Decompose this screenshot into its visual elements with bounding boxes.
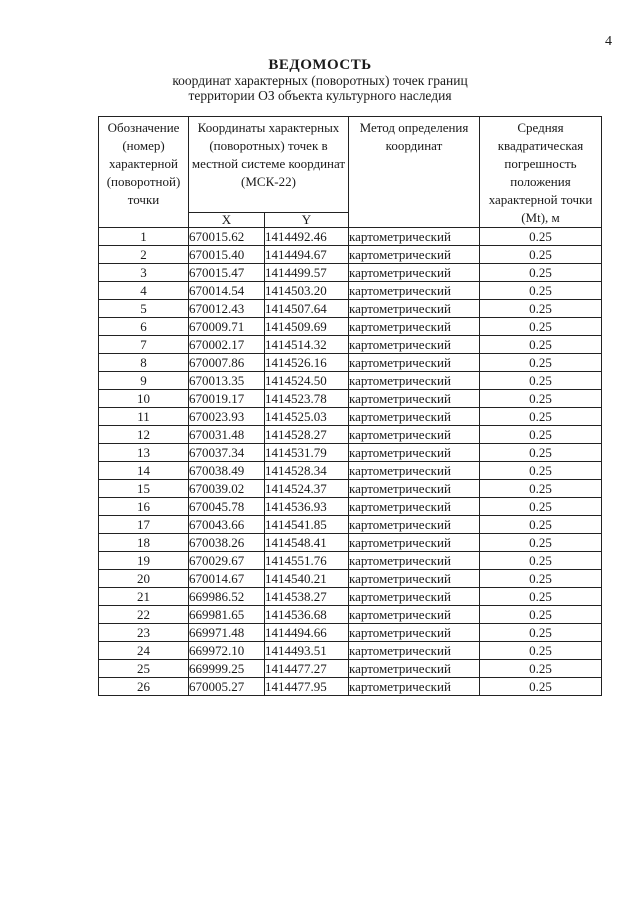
- cell-error: 0.25: [480, 498, 602, 516]
- cell-error: 0.25: [480, 588, 602, 606]
- page-number: 4: [605, 34, 612, 49]
- cell-point-number: 5: [99, 300, 189, 318]
- cell-method: картометрический: [349, 300, 480, 318]
- cell-x: 670012.43: [189, 300, 265, 318]
- document-title: ВЕДОМОСТЬ: [268, 57, 372, 73]
- cell-method: картометрический: [349, 426, 480, 444]
- table-row: [99, 552, 602, 570]
- cell-method: картометрический: [349, 498, 480, 516]
- cell-method: картометрический: [349, 678, 480, 696]
- cell-method: картометрический: [349, 354, 480, 372]
- cell-y: 1414499.57: [265, 264, 349, 282]
- cell-x: 670014.67: [189, 570, 265, 588]
- cell-error: 0.25: [480, 390, 602, 408]
- cell-y: 1414528.34: [265, 462, 349, 480]
- cell-x: 669972.10: [189, 642, 265, 660]
- cell-y: 1414538.27: [265, 588, 349, 606]
- table-row: [99, 534, 602, 552]
- table-body: [99, 228, 602, 696]
- cell-error: 0.25: [480, 318, 602, 336]
- table-row: [99, 516, 602, 534]
- cell-error: 0.25: [480, 624, 602, 642]
- table-row: [99, 390, 602, 408]
- cell-error: 0.25: [480, 534, 602, 552]
- cell-method: картометрический: [349, 246, 480, 264]
- header-coordinates: Координаты характерных (поворотных) точек в местной системе координат (МСК-22): [189, 117, 349, 213]
- cell-point-number: 10: [99, 390, 189, 408]
- cell-x: 670015.62: [189, 228, 265, 246]
- cell-error: 0.25: [480, 408, 602, 426]
- cell-x: 670039.02: [189, 480, 265, 498]
- cell-x: 670015.47: [189, 264, 265, 282]
- cell-y: 1414493.51: [265, 642, 349, 660]
- cell-y: 1414540.21: [265, 570, 349, 588]
- cell-error: 0.25: [480, 552, 602, 570]
- cell-y: 1414536.68: [265, 606, 349, 624]
- cell-point-number: 11: [99, 408, 189, 426]
- cell-error: 0.25: [480, 462, 602, 480]
- cell-error: 0.25: [480, 354, 602, 372]
- cell-x: 670002.17: [189, 336, 265, 354]
- cell-x: 670043.66: [189, 516, 265, 534]
- cell-error: 0.25: [480, 228, 602, 246]
- cell-y: 1414524.50: [265, 372, 349, 390]
- cell-error: 0.25: [480, 336, 602, 354]
- cell-y: 1414531.79: [265, 444, 349, 462]
- cell-point-number: 13: [99, 444, 189, 462]
- table-row: [99, 462, 602, 480]
- cell-error: 0.25: [480, 372, 602, 390]
- cell-method: картометрический: [349, 264, 480, 282]
- header-point: Обозначение (номер) характерной (поворотной) точки: [99, 117, 189, 228]
- cell-y: 1414524.37: [265, 480, 349, 498]
- cell-x: 670007.86: [189, 354, 265, 372]
- cell-y: 1414528.27: [265, 426, 349, 444]
- table-row: [99, 660, 602, 678]
- cell-point-number: 12: [99, 426, 189, 444]
- cell-point-number: 20: [99, 570, 189, 588]
- table-row: [99, 246, 602, 264]
- cell-error: 0.25: [480, 570, 602, 588]
- header-y: Y: [265, 212, 349, 227]
- cell-y: 1414494.67: [265, 246, 349, 264]
- table-row: [99, 498, 602, 516]
- cell-method: картометрический: [349, 570, 480, 588]
- cell-method: картометрический: [349, 642, 480, 660]
- cell-x: 670009.71: [189, 318, 265, 336]
- cell-error: 0.25: [480, 444, 602, 462]
- cell-x: 670029.67: [189, 552, 265, 570]
- cell-point-number: 22: [99, 606, 189, 624]
- cell-y: 1414477.27: [265, 660, 349, 678]
- table-row: [99, 480, 602, 498]
- table-row: [99, 354, 602, 372]
- cell-error: 0.25: [480, 246, 602, 264]
- table-row: [99, 300, 602, 318]
- table-row: [99, 570, 602, 588]
- cell-method: картометрический: [349, 372, 480, 390]
- table-row: [99, 282, 602, 300]
- document-subtitle-line-2: территории ОЗ объекта культурного наследия: [188, 88, 452, 103]
- cell-error: 0.25: [480, 660, 602, 678]
- cell-x: 670014.54: [189, 282, 265, 300]
- cell-point-number: 8: [99, 354, 189, 372]
- cell-error: 0.25: [480, 264, 602, 282]
- table-row: [99, 372, 602, 390]
- cell-error: 0.25: [480, 642, 602, 660]
- cell-y: 1414477.95: [265, 678, 349, 696]
- cell-point-number: 16: [99, 498, 189, 516]
- cell-y: 1414548.41: [265, 534, 349, 552]
- cell-y: 1414523.78: [265, 390, 349, 408]
- cell-x: 669971.48: [189, 624, 265, 642]
- document-heading: [0, 58, 640, 103]
- cell-x: 670005.27: [189, 678, 265, 696]
- cell-method: картометрический: [349, 444, 480, 462]
- cell-point-number: 6: [99, 318, 189, 336]
- table-row: [99, 408, 602, 426]
- cell-point-number: 2: [99, 246, 189, 264]
- cell-y: 1414509.69: [265, 318, 349, 336]
- cell-error: 0.25: [480, 606, 602, 624]
- cell-point-number: 26: [99, 678, 189, 696]
- cell-method: картометрический: [349, 282, 480, 300]
- header-error: Средняя квадратическая погрешность положения характерной точки (Mt), м: [480, 117, 602, 228]
- cell-x: 670013.35: [189, 372, 265, 390]
- table-row: [99, 624, 602, 642]
- cell-x: 669986.52: [189, 588, 265, 606]
- cell-y: 1414503.20: [265, 282, 349, 300]
- header-x: X: [189, 212, 265, 227]
- cell-y: 1414525.03: [265, 408, 349, 426]
- cell-y: 1414507.64: [265, 300, 349, 318]
- cell-x: 669981.65: [189, 606, 265, 624]
- table-row: [99, 588, 602, 606]
- cell-x: 670023.93: [189, 408, 265, 426]
- cell-point-number: 24: [99, 642, 189, 660]
- cell-y: 1414514.32: [265, 336, 349, 354]
- table-row: [99, 444, 602, 462]
- cell-error: 0.25: [480, 516, 602, 534]
- cell-point-number: 23: [99, 624, 189, 642]
- cell-error: 0.25: [480, 300, 602, 318]
- cell-point-number: 4: [99, 282, 189, 300]
- cell-error: 0.25: [480, 426, 602, 444]
- cell-point-number: 1: [99, 228, 189, 246]
- table-row: [99, 678, 602, 696]
- cell-x: 670045.78: [189, 498, 265, 516]
- cell-y: 1414541.85: [265, 516, 349, 534]
- cell-error: 0.25: [480, 282, 602, 300]
- document-subtitle-line-1: координат характерных (поворотных) точек границ: [172, 73, 468, 88]
- cell-x: 670038.49: [189, 462, 265, 480]
- cell-method: картометрический: [349, 552, 480, 570]
- cell-method: картометрический: [349, 228, 480, 246]
- cell-y: 1414494.66: [265, 624, 349, 642]
- cell-error: 0.25: [480, 480, 602, 498]
- cell-method: картометрический: [349, 534, 480, 552]
- cell-method: картометрический: [349, 588, 480, 606]
- table-row: [99, 426, 602, 444]
- table-row: [99, 264, 602, 282]
- cell-error: 0.25: [480, 678, 602, 696]
- cell-method: картометрический: [349, 624, 480, 642]
- cell-y: 1414551.76: [265, 552, 349, 570]
- cell-point-number: 25: [99, 660, 189, 678]
- cell-point-number: 7: [99, 336, 189, 354]
- cell-method: картометрический: [349, 462, 480, 480]
- table-row: [99, 606, 602, 624]
- coordinates-table: [98, 116, 602, 696]
- cell-point-number: 18: [99, 534, 189, 552]
- cell-x: 670019.17: [189, 390, 265, 408]
- cell-method: картометрический: [349, 318, 480, 336]
- table-row: [99, 642, 602, 660]
- cell-x: 670015.40: [189, 246, 265, 264]
- cell-y: 1414492.46: [265, 228, 349, 246]
- table-row: [99, 336, 602, 354]
- table-row: [99, 228, 602, 246]
- cell-point-number: 19: [99, 552, 189, 570]
- cell-method: картометрический: [349, 408, 480, 426]
- header-method: Метод определения координат: [349, 117, 480, 228]
- cell-x: 669999.25: [189, 660, 265, 678]
- cell-y: 1414526.16: [265, 354, 349, 372]
- cell-point-number: 9: [99, 372, 189, 390]
- table-row: [99, 318, 602, 336]
- cell-method: картометрический: [349, 516, 480, 534]
- cell-x: 670038.26: [189, 534, 265, 552]
- cell-method: картометрический: [349, 390, 480, 408]
- cell-x: 670031.48: [189, 426, 265, 444]
- cell-x: 670037.34: [189, 444, 265, 462]
- cell-point-number: 3: [99, 264, 189, 282]
- cell-point-number: 15: [99, 480, 189, 498]
- cell-method: картометрический: [349, 480, 480, 498]
- cell-method: картометрический: [349, 606, 480, 624]
- cell-y: 1414536.93: [265, 498, 349, 516]
- cell-point-number: 21: [99, 588, 189, 606]
- cell-point-number: 17: [99, 516, 189, 534]
- cell-point-number: 14: [99, 462, 189, 480]
- cell-method: картометрический: [349, 660, 480, 678]
- cell-method: картометрический: [349, 336, 480, 354]
